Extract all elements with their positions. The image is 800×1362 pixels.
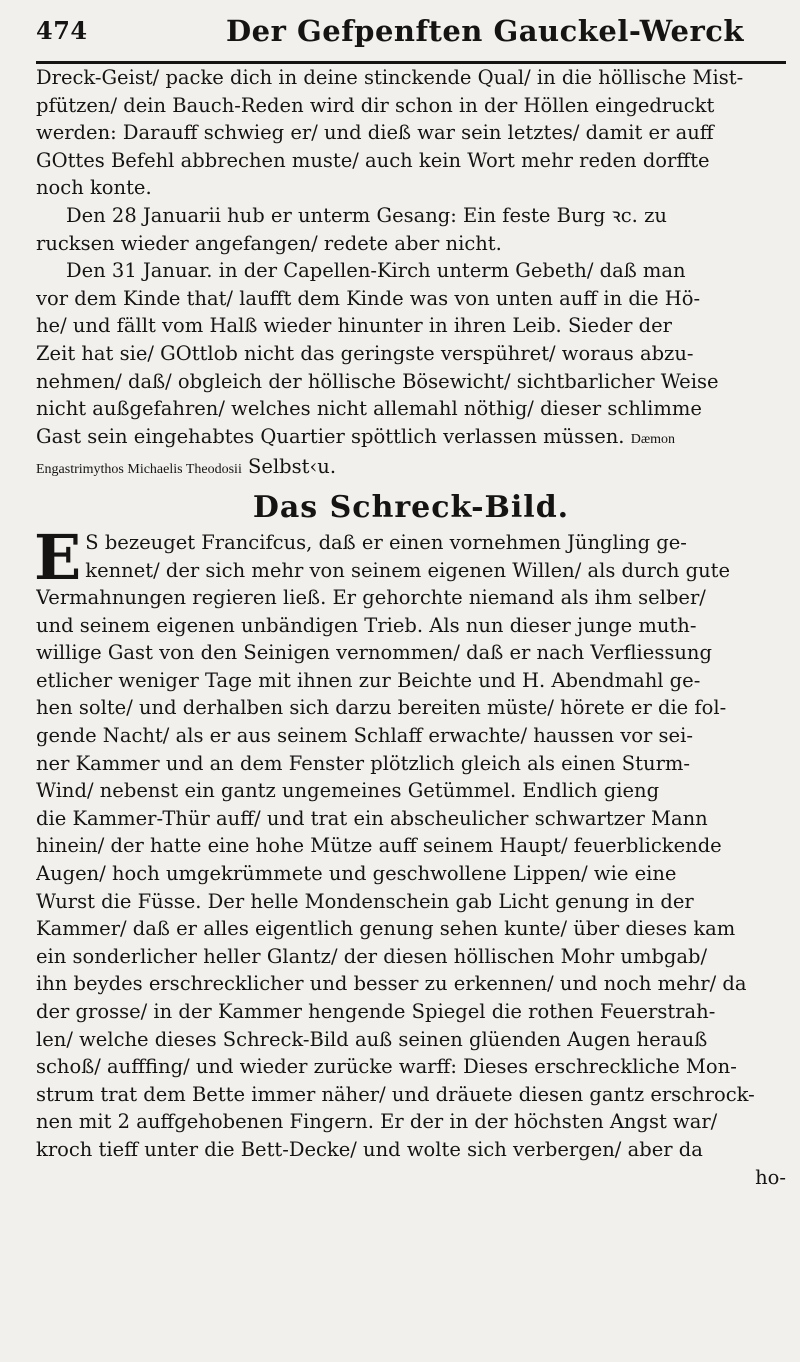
text-line: vor dem Kinde that/ laufft dem Kinde was von unten auff in die Hö- xyxy=(36,286,701,310)
page-number: 474 xyxy=(36,16,88,45)
text-line: Wurst die Füsse. Der helle Mondenschein gab Licht genung in der xyxy=(36,889,694,913)
text-line: und seinem eigenen unbändigen Trieb. Als nun dieser junge muth- xyxy=(36,613,697,637)
page-header xyxy=(36,14,786,64)
text-line: etlicher weniger Tage mit ihnen zur Beichte und H. Abendmahl ge- xyxy=(36,668,701,692)
text-line: nicht außgefahren/ welches nicht allemahl nöthig/ dieser schlimme xyxy=(36,397,702,421)
text-line: Den 28 Januarii hub er unterm Gesang: Ein feste Burg ꝛc. zu xyxy=(66,203,667,227)
latin-source: Engastrimythos Michaelis Theodosii xyxy=(36,462,242,478)
text-line: nehmen/ daß/ obgleich der höllische Bösewicht/ sichtbarlicher Weise xyxy=(36,369,719,393)
text-line: GOttes Befehl abbrechen muste/ auch kein Wort mehr reden dorffte xyxy=(36,148,710,172)
text-line: willige Gast von den Seinigen vernommen/ daß er nach Verfliessung xyxy=(36,641,712,665)
text-line: ner Kammer und an dem Fenster plötzlich gleich als einen Sturm- xyxy=(36,751,690,775)
text-line: schoß/ aufffing/ und wieder zurücke warff: Dieses erschreckliche Mon- xyxy=(36,1055,737,1079)
text-segment: Gast sein eingehabtes Quartier spöttlich verlassen müssen. xyxy=(36,424,625,448)
text-line: Dreck-Geist/ packe dich in deine stinckende Qual/ in die höllische Mist- xyxy=(36,66,744,89)
text-line: Zeit hat sie/ GOttlob nicht das geringste verspühret/ woraus abzu- xyxy=(36,341,694,365)
header-rule xyxy=(36,61,786,64)
section-title: Das Schreck-Bild. xyxy=(252,489,570,525)
text-line: pfützen/ dein Bauch-Reden wird dir schon in der Höllen eingedruckt xyxy=(36,93,715,117)
text-line: nen mit 2 auffgehobenen Fingern. Er der in der höchsten Angst war/ xyxy=(36,1110,718,1134)
text-line: noch konte. xyxy=(36,176,152,200)
paragraph-january-28 xyxy=(36,202,786,257)
text-line: werden: Darauff schwieg er/ und dieß war sein letztes/ damit er auff xyxy=(36,121,714,145)
text-line: Augen/ hoch umgekrümmete und geschwollene Lippen/ wie eine xyxy=(36,862,677,886)
text-segment: Selbst‹u. xyxy=(248,455,337,479)
text-line: kennet/ der sich mehr von seinem eigenen Willen/ als durch gute xyxy=(85,558,731,582)
text-line: S bezeuget Francifcus, daß er einen vornehmen Jüngling ge- xyxy=(85,530,687,554)
text-line: ein sonderlicher heller Glantz/ der diesen höllischen Mohr umbgab/ xyxy=(36,944,708,968)
catchword: ho- xyxy=(755,1165,786,1189)
paragraph-schreckbild xyxy=(34,520,786,1191)
text-line: rucksen wieder angefangen/ redete aber nicht. xyxy=(36,231,502,255)
text-line: len/ welche dieses Schreck-Bild auß seinen glüenden Augen herauß xyxy=(36,1027,708,1051)
latin-source: Dæmon xyxy=(630,431,676,447)
text-line xyxy=(36,453,786,484)
text-line: strum trat dem Bette immer näher/ und dräuete diesen gantz erschrock- xyxy=(36,1082,755,1106)
text-line: ihn beydes erschrecklicher und besser zu erkennen/ und noch mehr/ da xyxy=(36,972,747,996)
text-line: gende Nacht/ als er aus seinem Schlaff erwachte/ haussen vor sei- xyxy=(36,724,693,748)
text-line: kroch tieff unter die Bett-Decke/ und wolte sich verbergen/ aber da xyxy=(36,1137,703,1161)
text-line: he/ und fällt vom Halß wieder hinunter in ihren Leib. Sieder der xyxy=(36,314,672,338)
text-line: hen solte/ und derhalben sich darzu bereiten müste/ hörete er die fol- xyxy=(36,696,727,720)
text-line xyxy=(36,423,786,454)
text-line: Kammer/ daß er alles eigentlich genung sehen kunte/ über dieses kam xyxy=(36,917,736,941)
drop-cap: E xyxy=(34,520,82,594)
text-line: Den 31 Januar. in der Capellen-Kirch unterm Gebeth/ daß man xyxy=(66,259,686,283)
text-line: der grosse/ in der Kammer hengende Spiegel die rothen Feuerstrah- xyxy=(36,1000,716,1023)
paragraph-january-31 xyxy=(36,257,786,484)
text-line: Wind/ nebenst ein gantz ungemeines Getümmel. Endlich gieng xyxy=(36,779,660,803)
text-line: Vermahnungen regieren ließ. Er gehorchte niemand als ihm selber/ xyxy=(36,586,706,610)
text-line: hinein/ der hatte eine hohe Mütze auff seinem Haupt/ feuerblickende xyxy=(36,834,722,858)
text-line: die Kammer-Thür auff/ und trat ein abscheulicher schwartzer Mann xyxy=(36,806,708,830)
running-head: Der Gefpenften Gauckel-Werck xyxy=(226,14,744,48)
paragraph-exorcism xyxy=(36,64,786,202)
